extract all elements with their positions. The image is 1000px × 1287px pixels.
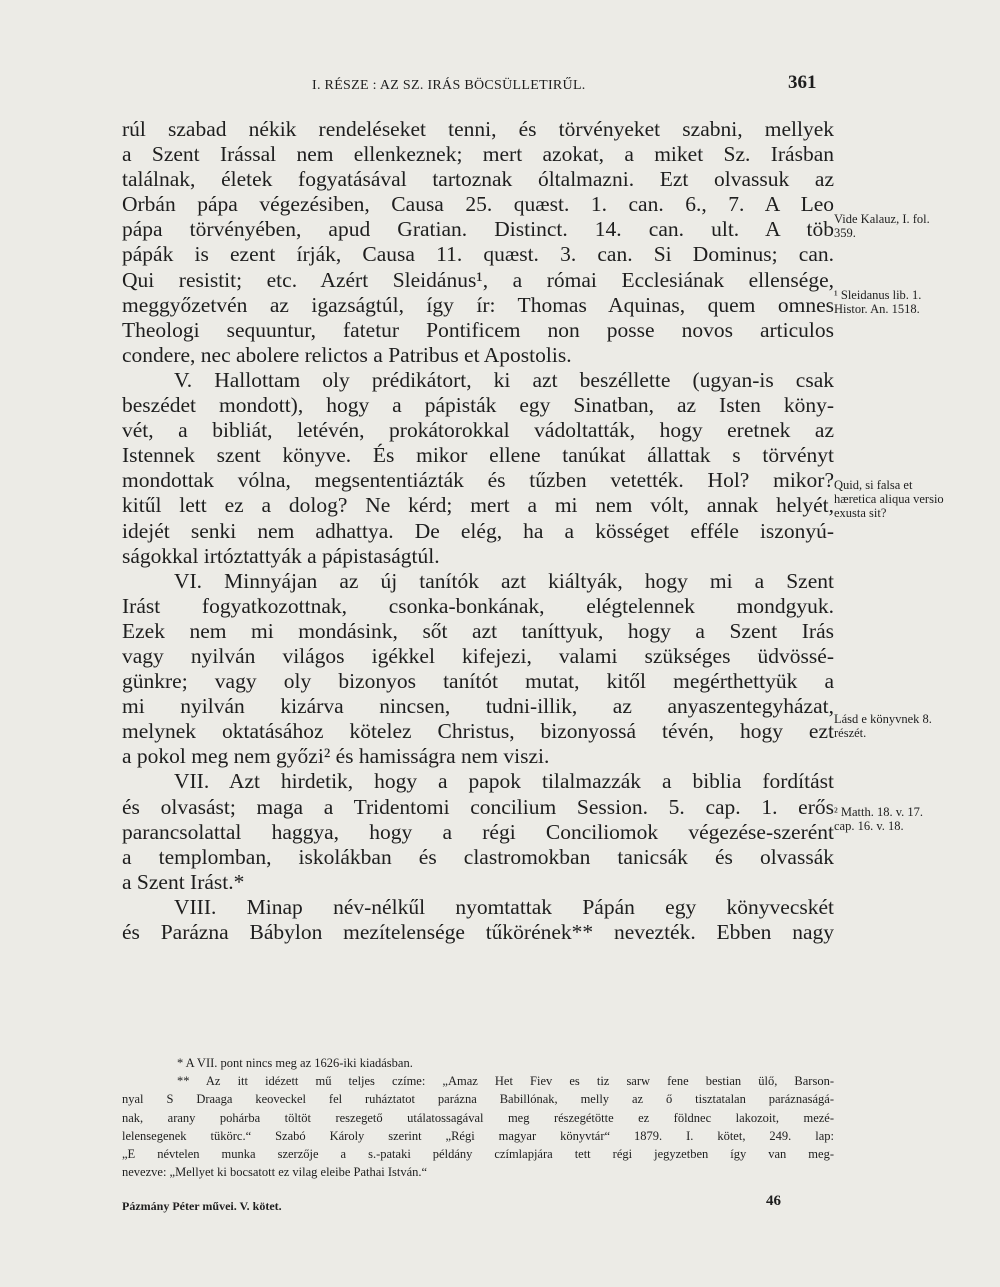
body-line: parancsolattal haggya, hogy a régi Conciliomok végezése-szerént [122, 819, 834, 844]
body-line: rúl szabad nékik rendeléseket tenni, és törvényeket szabni, mellyek [122, 117, 834, 141]
footnote-line: nak, arany pohárba töltöt reszegető utálatossagával meg részegétötte ez földnec lakozoit, mezé- [122, 1110, 834, 1125]
body-line: idejét senki nem adhattya. De elég, ha a kösséget efféle iszonyú- [122, 518, 834, 543]
body-line: Qui resistit; etc. Azért Sleidánus¹, a római Ecclesiának ellensége, [122, 267, 834, 292]
body-line: és Parázna Bábylon mezítelensége tűkörének** nevezték. Ebben nagy [122, 920, 834, 944]
body-line: vét, a bibliát, letévén, prokátorokkal vádoltatták, hogy eretnek az [122, 418, 834, 443]
footnote-line: lelensegenek tükörc.“ Szabó Károly szerint „Régi magyar könyvtár“ 1879. I. kötet, 249. lap: [122, 1128, 834, 1143]
body-line: Istennek szent könyve. És mikor ellene tanúkat állattak s törvényt [122, 443, 834, 468]
body-line: melynek oktatásához kötelez Christus, bizonyossá tévén, hogy ezt [122, 719, 834, 744]
body-line: mondottak vólna, megsententiázták és tűzben vetették. Hol? mikor? [122, 468, 834, 493]
body-line: a Szent Irást.* [122, 869, 245, 894]
body-line: beszédet mondott), hogy a pápisták egy Sinatban, az Isten köny- [122, 393, 834, 418]
margin-note-lasd: Lásd e könyvnek 8. részét. [834, 712, 932, 740]
body-line: a templomban, iskolákban és clastromokban tanicsák és olvassák [122, 844, 834, 869]
body-line: kitűl lett ez a dolog? Ne kérd; mert a mi nem vólt, annak helyét, [122, 493, 834, 518]
running-head: I. RÉSZE : AZ SZ. IRÁS BÖCSÜLLETIRŰL. [312, 78, 586, 93]
body-line: a pokol meg nem győzi² és hamisságra nem viszi. [122, 744, 550, 769]
footnotes [122, 1054, 834, 1181]
body-line: günkre; vagy oly bizonyos tanítót mutat, kitől megérthettyük a [122, 669, 834, 694]
body-line: Orbán pápa végezésiben, Causa 25. quæst. 1. can. 6., 7. A Leo [122, 192, 834, 217]
body-line: találnak, életek fogyatásával tartoznak óltalmazni. Ezt olvassuk az [122, 167, 834, 192]
sheet-number: 46 [766, 1193, 781, 1209]
footnote-line: „E névtelen munka szerzője a s.-pataki példány czímlapjára tett régi jegyzetben így van meg- [122, 1147, 834, 1162]
body-line: és olvasást; maga a Tridentomi concilium Session. 5. cap. 1. erős [122, 794, 834, 819]
body-line: mi nyilván kizárva nincsen, tudni-illik, az anyaszentegyházat, [122, 694, 834, 719]
printer-signature: Pázmány Péter művei. V. kötet. [122, 1199, 282, 1213]
body-line: ságokkal irtóztattyák a pápistaságtúl. [122, 543, 440, 568]
body-line: Irást fogyatkozottnak, csonka-bonkának, elégtelennek mondgyuk. [122, 593, 834, 618]
body-line: vagy nyilván világos igékkel kifejezi, valami szükséges üdvössé- [122, 643, 834, 668]
page-number: 361 [788, 72, 817, 93]
margin-note-quid-si-falsa: Quid, si falsa et hæretica aliqua versio exusta sit? [834, 478, 944, 520]
body-line: a Szent Irással nem ellenkeznek; mert azokat, a miket Sz. Irásban [122, 142, 834, 167]
body-line: pápák is ezent írják, Causa 11. quæst. 3. can. Si Dominus; can. [122, 242, 834, 267]
body-line: Ezek nem mi mondásink, sőt azt taníttyuk, hogy a Szent Irás [122, 618, 834, 643]
footnote-line: nyal S Draaga keoveckel fel ruháztatot parázna Babillónak, melly az ő tisztatalan paráznaságá- [122, 1092, 834, 1107]
paragraph-start-v: V. Hallottam oly prédikátort, ki azt beszéllette (ugyan-is csak [174, 367, 834, 392]
margin-note-kalauz: Vide Kalauz, I. fol. 359. [834, 212, 930, 240]
main-text [122, 117, 834, 945]
body-line: pápa törvényében, apud Gratian. Distinct. 14. can. ult. A töb [122, 217, 834, 242]
body-line: condere, nec abolere relictos a Patribus et Apostolis. [122, 342, 572, 367]
paragraph-start-vii: VII. Azt hirdetik, hogy a papok tilalmazzák a biblia fordítást [174, 769, 834, 794]
footnote-1: * A VII. pont nincs meg az 1626-iki kiadásban. [177, 1056, 413, 1070]
margin-note-matth: ² Matth. 18. v. 17. cap. 16. v. 18. [834, 805, 924, 833]
body-line: meggyőzetvén az igazságtúl, így ír: Thomas Aquinas, quem omnes [122, 292, 834, 317]
footnote-line: nevezve: „Mellyet ki bocsatott ez vilag eleibe Pathai István.“ [122, 1165, 428, 1180]
paragraph-start-vi: VI. Minnyájan az új tanítók azt kiáltyák, hogy mi a Szent [174, 568, 834, 593]
body-line: Theologi sequuntur, fatetur Pontificem non posse novos articulos [122, 317, 834, 342]
paragraph-start-viii: VIII. Minap név-nélkűl nyomtattak Pápán egy könyvecskét [174, 894, 834, 919]
margin-note-sleidanus: ¹ Sleidanus lib. 1. Histor. An. 1518. [834, 288, 922, 316]
footnote-2: ** Az itt idézett mű teljes czíme: „Amaz Het Fiev es tiz sarw fene bestian ülő, Barson- [177, 1074, 834, 1089]
